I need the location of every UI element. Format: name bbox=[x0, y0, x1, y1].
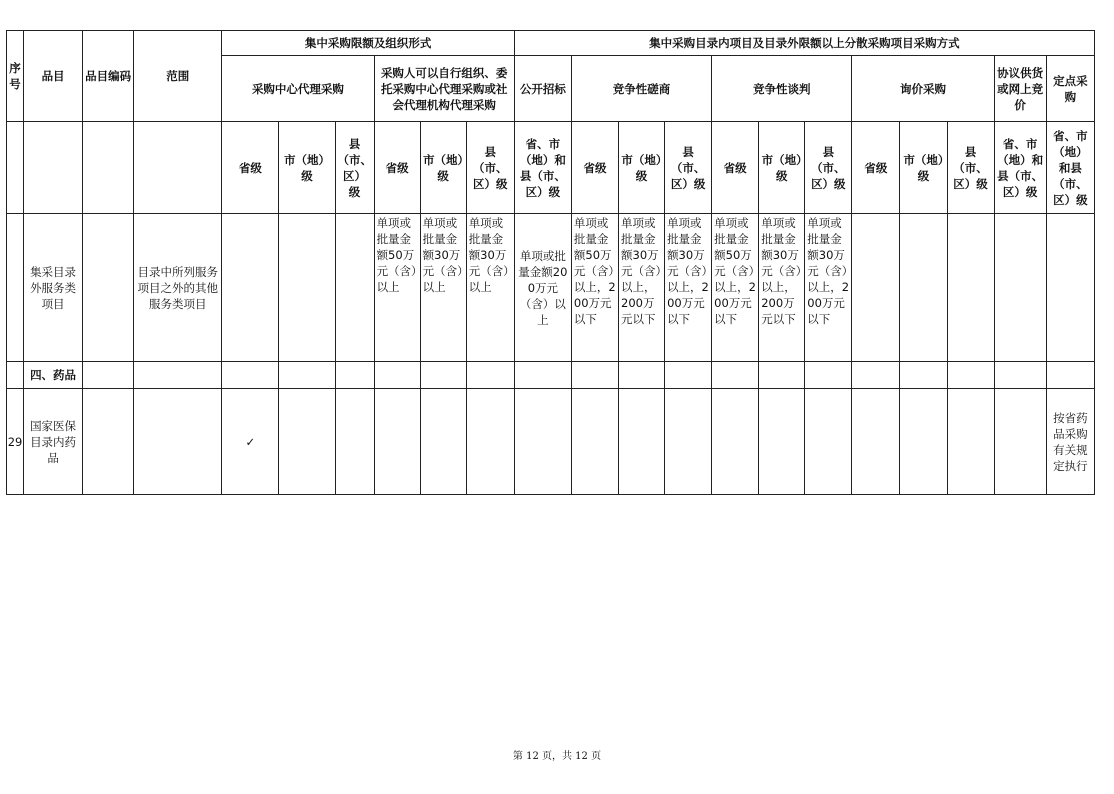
blank-cell bbox=[900, 214, 947, 362]
blank-cell bbox=[222, 214, 279, 362]
blank-cell bbox=[900, 362, 947, 389]
open-tender-limit: 单项或批量金额200万元（含）以上 bbox=[514, 214, 571, 362]
consult-city-limit: 单项或批量金额30万元（含）以上，200万元以下 bbox=[619, 214, 665, 362]
level-province: 省级 bbox=[374, 122, 420, 214]
header-central-limits: 集中采购限额及组织形式 bbox=[222, 31, 515, 56]
level-city: 市（地）级 bbox=[420, 122, 466, 214]
negotiate-county-limit: 单项或批量金额30万元（含）以上，200万元以下 bbox=[805, 214, 852, 362]
blank-cell bbox=[852, 389, 900, 495]
blank-cell bbox=[665, 389, 712, 495]
blank-cell bbox=[134, 122, 222, 214]
blank-cell bbox=[7, 214, 24, 362]
blank-cell bbox=[279, 362, 335, 389]
level-county: 县（市、区）级 bbox=[335, 122, 374, 214]
row-services-scope: 目录中所列服务项目之外的其他服务类项目 bbox=[134, 214, 222, 362]
level-province: 省级 bbox=[571, 122, 618, 214]
header-open-tender: 公开招标 bbox=[514, 56, 571, 122]
level-city: 市（地）级 bbox=[900, 122, 947, 214]
page-footer: 第 12 页，共 12 页 bbox=[512, 751, 602, 762]
blank-cell bbox=[279, 214, 335, 362]
level-county: 县（市、区）级 bbox=[805, 122, 852, 214]
blank-cell bbox=[805, 362, 852, 389]
blank-cell bbox=[947, 389, 994, 495]
blank-cell bbox=[83, 389, 134, 495]
blank-cell bbox=[712, 362, 759, 389]
negotiate-city-limit: 单项或批量金额30万元（含）以上，200万元以下 bbox=[759, 214, 805, 362]
row-drugs-seq: 29 bbox=[7, 389, 24, 495]
blank-cell bbox=[619, 389, 665, 495]
blank-cell bbox=[571, 362, 618, 389]
blank-cell bbox=[805, 389, 852, 495]
level-agreement-all: 省、市（地）和县（市、区）级 bbox=[994, 122, 1046, 214]
header-decentral-methods: 集中采购目录内项目及目录外限额以上分散采购项目采购方式 bbox=[514, 31, 1094, 56]
blank-cell bbox=[7, 122, 24, 214]
blank-cell bbox=[759, 362, 805, 389]
header-competitive-consult: 竞争性磋商 bbox=[571, 56, 711, 122]
blank-cell bbox=[335, 362, 374, 389]
blank-cell bbox=[466, 362, 514, 389]
blank-cell bbox=[24, 122, 83, 214]
header-item: 品目 bbox=[24, 31, 83, 122]
blank-cell bbox=[514, 362, 571, 389]
header-item-code: 品目编码 bbox=[83, 31, 134, 122]
blank-cell bbox=[222, 362, 279, 389]
level-open-all: 省、市（地）和县（市、区）级 bbox=[514, 122, 571, 214]
header-seq: 序号 bbox=[7, 31, 24, 122]
blank-cell bbox=[420, 389, 466, 495]
blank-cell bbox=[1046, 362, 1094, 389]
blank-cell bbox=[134, 362, 222, 389]
blank-cell bbox=[994, 362, 1046, 389]
blank-cell bbox=[374, 362, 420, 389]
level-city: 市（地）级 bbox=[759, 122, 805, 214]
level-county: 县（市、区）级 bbox=[665, 122, 712, 214]
blank-cell bbox=[335, 389, 374, 495]
level-county: 县（市、区）级 bbox=[947, 122, 994, 214]
blank-cell bbox=[466, 389, 514, 495]
row-services-item: 集采目录外服务类项目 bbox=[24, 214, 83, 362]
level-province: 省级 bbox=[222, 122, 279, 214]
consult-county-limit: 单项或批量金额30万元（含）以上，200万元以下 bbox=[665, 214, 712, 362]
blank-cell bbox=[7, 362, 24, 389]
negotiate-province-limit: 单项或批量金额50万元（含）以上，200万元以下 bbox=[712, 214, 759, 362]
blank-cell bbox=[759, 389, 805, 495]
blank-cell bbox=[134, 389, 222, 495]
consult-province-limit: 单项或批量金额50万元（含）以上，200万元以下 bbox=[571, 214, 618, 362]
section-4-label: 四、药品 bbox=[24, 362, 83, 389]
row-drugs-item: 国家医保目录内药品 bbox=[24, 389, 83, 495]
blank-cell bbox=[619, 362, 665, 389]
self-city-limit: 单项或批量金额30万元（含）以上 bbox=[420, 214, 466, 362]
blank-cell bbox=[83, 122, 134, 214]
blank-cell bbox=[994, 389, 1046, 495]
checkmark-icon: ✓ bbox=[222, 389, 279, 495]
blank-cell bbox=[514, 389, 571, 495]
blank-cell bbox=[947, 362, 994, 389]
blank-cell bbox=[374, 389, 420, 495]
blank-cell bbox=[420, 362, 466, 389]
blank-cell bbox=[852, 214, 900, 362]
header-designated: 定点采购 bbox=[1046, 56, 1094, 122]
header-self-or-agency: 采购人可以自行组织、委托采购中心代理采购或社会代理机构代理采购 bbox=[374, 56, 514, 122]
blank-cell bbox=[712, 389, 759, 495]
level-county: 县（市、区）级 bbox=[466, 122, 514, 214]
procurement-table bbox=[6, 30, 1095, 495]
level-province: 省级 bbox=[852, 122, 900, 214]
blank-cell bbox=[900, 389, 947, 495]
blank-cell bbox=[1046, 214, 1094, 362]
header-competitive-negotiate: 竞争性谈判 bbox=[712, 56, 852, 122]
blank-cell bbox=[83, 214, 134, 362]
blank-cell bbox=[571, 389, 618, 495]
header-inquiry: 询价采购 bbox=[852, 56, 994, 122]
self-county-limit: 单项或批量金额30万元（含）以上 bbox=[466, 214, 514, 362]
blank-cell bbox=[852, 362, 900, 389]
header-agreement-online: 协议供货或网上竞价 bbox=[994, 56, 1046, 122]
level-province: 省级 bbox=[712, 122, 759, 214]
blank-cell bbox=[994, 214, 1046, 362]
header-center-agency: 采购中心代理采购 bbox=[222, 56, 374, 122]
blank-cell bbox=[335, 214, 374, 362]
blank-cell bbox=[665, 362, 712, 389]
blank-cell bbox=[947, 214, 994, 362]
level-designated-all: 省、市（地）和县（市、区）级 bbox=[1046, 122, 1094, 214]
row-drugs-designated: 按省药品采购有关规定执行 bbox=[1046, 389, 1094, 495]
blank-cell bbox=[83, 362, 134, 389]
level-city: 市（地）级 bbox=[279, 122, 335, 214]
blank-cell bbox=[279, 389, 335, 495]
header-scope: 范围 bbox=[134, 31, 222, 122]
level-city: 市（地）级 bbox=[619, 122, 665, 214]
self-province-limit: 单项或批量金额50万元（含）以上 bbox=[374, 214, 420, 362]
